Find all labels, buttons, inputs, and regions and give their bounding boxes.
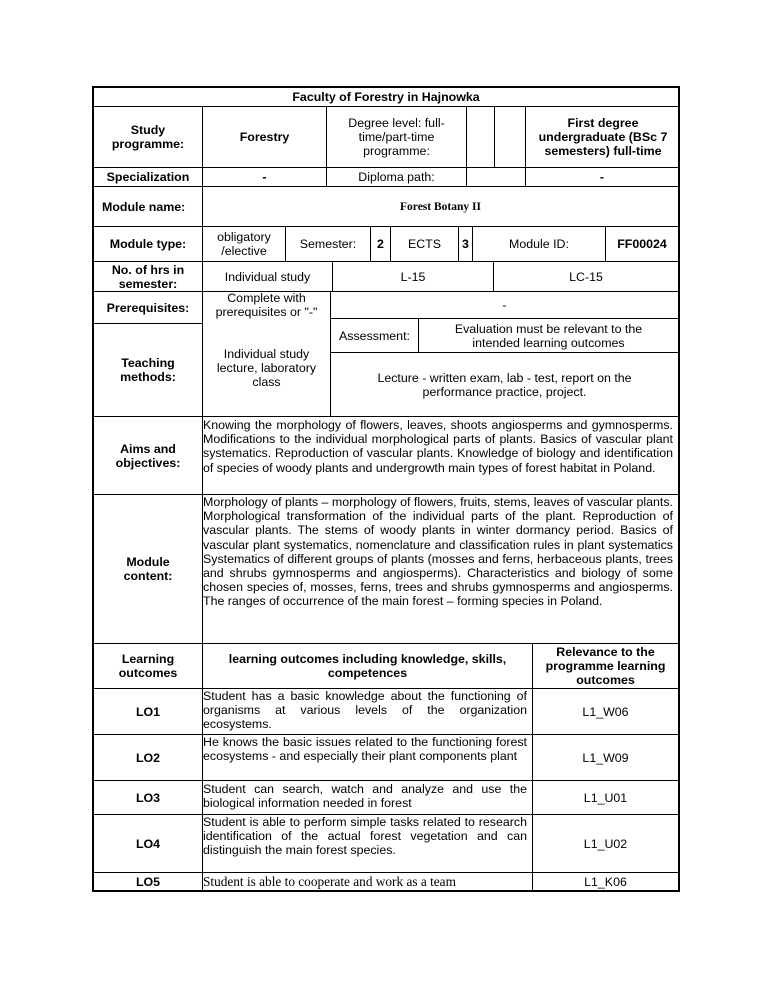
degree-level-value: First degree undergraduate (BSc 7 semesters) full-time: [538, 116, 668, 158]
assessment-label: Assessment:: [339, 328, 410, 343]
faculty-title: Faculty of Forestry in Hajnowka: [292, 90, 480, 104]
outcome-code: L1_W09: [582, 750, 629, 765]
outcome-id: LO2: [135, 750, 161, 765]
outcome-id: LO1: [135, 704, 161, 719]
module-id-value: FF00024: [617, 237, 667, 251]
learning-outcomes-label: Learning outcomes: [118, 652, 178, 680]
aims-text: Knowing the morphology of flowers, leaves, shoots angiosperms and gymnosperms. Modifications to the individual morphological parts of plants. Basics of vascular plant systematics. Reproduction of vascular plants. Knowledge of biology and identification of species of woody plants and undergrowth main types of forest habitat in Poland.: [203, 418, 673, 475]
prerequisites-value: Complete with prerequisites or "-": [215, 291, 318, 319]
outcome-code: L1_U02: [583, 836, 628, 851]
prerequisites-label: Prerequisites:: [106, 300, 190, 315]
module-type-label: Module type:: [109, 237, 187, 251]
teaching-methods-value: Individual study lecture, laboratory class: [216, 346, 317, 389]
outcome-text: Student can search, watch and analyze and use the biological information needed in forest: [203, 782, 527, 811]
diploma-path-value: -: [599, 170, 605, 184]
semester-label: Semester:: [299, 237, 357, 251]
study-programme-label: Study programme:: [111, 123, 185, 151]
assessment-detail: Lecture - written exam, lab - test, report on the performance practice, project.: [377, 370, 632, 399]
module-name-label: Module name:: [102, 199, 186, 214]
outcome-code: L1_W06: [582, 704, 629, 719]
outcome-code: L1_K06: [584, 874, 627, 889]
module-name-value: Forest Botany II: [400, 200, 481, 213]
outcome-code: L1_U01: [583, 790, 628, 805]
prerequisites-extra: -: [502, 298, 507, 312]
outcome-id: LO3: [135, 790, 161, 805]
module-id-label: Module ID:: [509, 237, 569, 251]
outcomes-column-header: learning outcomes including knowledge, skills, competences: [228, 652, 507, 680]
ects-value: 3: [462, 237, 469, 251]
ects-label: ECTS: [407, 237, 442, 251]
specialization-value: -: [262, 170, 267, 184]
study-programme-value: Forestry: [239, 130, 290, 144]
module-content-label: Module content:: [123, 555, 173, 583]
assessment-value: Evaluation must be relevant to the intended learning outcomes: [454, 321, 643, 350]
teaching-methods-label: Teaching methods:: [120, 356, 176, 384]
hours-lab: LC-15: [569, 269, 603, 284]
hours-label: No. of hrs in semester:: [111, 262, 185, 291]
aims-label: Aims and objectives:: [115, 441, 181, 470]
outcome-id: LO4: [135, 836, 161, 851]
outcome-text: Student is able to cooperate and work as a team: [203, 873, 456, 889]
rule: [494, 106, 495, 167]
hours-study: Individual study: [224, 269, 311, 284]
hours-lecture: L-15: [400, 269, 426, 284]
border: [92, 890, 680, 892]
relevance-column-header: Relevance to the programme learning outcomes: [545, 645, 666, 687]
outcome-text: Student is able to perform simple tasks related to research identification of the actual forest vegetation and can distinguish the main forest species.: [203, 815, 527, 858]
diploma-path-label: Diploma path:: [358, 170, 435, 184]
module-content-text: Morphology of plants – morphology of flowers, fruits, stems, leaves of vascular plants. Morphological transformation of the individual parts of the plant. Reproduction of vascular plants. The stems of woody plants in winter dormancy period. Basics of vascular plant systematics, nomenclature and classification rules in plant systematics Systematics of different groups of plants (mosses and ferns, herbaceous plants, trees and shrubs gymnosperms and angiosperms). Characteristics and biology of some chosen species of, mosses, ferns, trees and shrubs gymnosperms and angiosperms. The ranges of occurrence of the main forest – forming species in Poland.: [203, 495, 673, 609]
module-type-value: obligatory /elective: [217, 230, 271, 258]
degree-level-label: Degree level: full-time/part-time programme:: [348, 116, 445, 158]
module-card: [92, 86, 680, 892]
rule: [466, 106, 467, 186]
semester-value: 2: [377, 237, 384, 251]
specialization-label: Specialization: [106, 170, 190, 184]
outcome-id: LO5: [135, 874, 161, 889]
outcome-text: He knows the basic issues related to the functioning forest ecosystems - and especially their plant components plant: [203, 735, 527, 764]
outcome-text: Student has a basic knowledge about the functioning of organisms at various levels of the organization ecosystems.: [203, 689, 527, 732]
border: [678, 86, 680, 892]
